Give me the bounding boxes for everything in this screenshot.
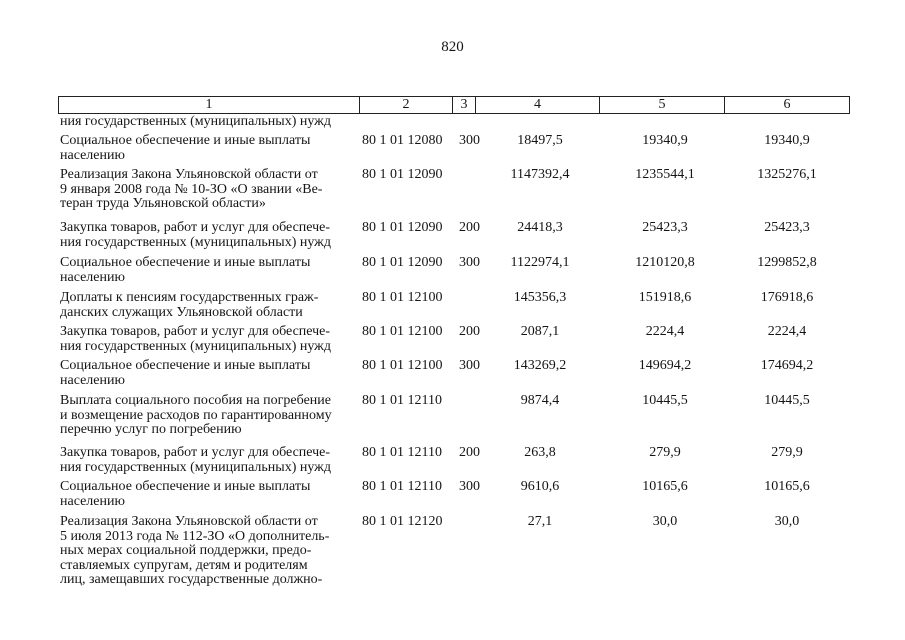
row-value-col6: 10445,5 — [764, 393, 810, 408]
row-code: 80 1 01 12110 — [362, 445, 442, 460]
row-code: 80 1 01 12090 — [362, 255, 443, 270]
row-description: Закупка товаров, работ и услуг для обеспече- ния государственных (муниципальных) нужд — [60, 220, 331, 250]
row-value-col5: 10445,5 — [642, 393, 688, 408]
row-expense-type: 300 — [459, 255, 480, 270]
page-number: 820 — [441, 39, 464, 55]
row-description: Закупка товаров, работ и услуг для обеспече- ния государственных (муниципальных) нужд — [60, 324, 331, 354]
row-value-col4: 1147392,4 — [510, 167, 570, 182]
row-value-col4: 263,8 — [524, 445, 556, 460]
row-value-col6: 279,9 — [771, 445, 803, 460]
row-value-col6: 1299852,8 — [757, 255, 817, 270]
row-value-col6: 176918,6 — [760, 290, 814, 305]
row-value-col5: 30,0 — [652, 514, 678, 529]
header-col-6: 6 — [783, 97, 791, 112]
row-description: Социальное обеспечение и иные выплаты населению — [60, 479, 311, 509]
row-code: 80 1 01 12120 — [362, 514, 443, 529]
row-value-col6: 174694,2 — [760, 358, 814, 373]
row-expense-type: 300 — [459, 133, 480, 148]
row-code: 80 1 01 12100 — [362, 290, 443, 305]
row-value-col6: 30,0 — [774, 514, 800, 529]
row-value-col6: 25423,3 — [764, 220, 810, 235]
row-value-col4: 143269,2 — [513, 358, 567, 373]
header-col-1: 1 — [59, 97, 360, 113]
row-value-col5: 2224,4 — [645, 324, 685, 339]
row-value-col5: 149694,2 — [638, 358, 692, 373]
row-code: 80 1 01 12100 — [362, 324, 443, 339]
row-value-col6: 2224,4 — [767, 324, 807, 339]
row-value-col5: 10165,6 — [642, 479, 688, 494]
row-description: Социальное обеспечение и иные выплаты населению — [60, 358, 311, 388]
row-value-col5: 279,9 — [649, 445, 681, 460]
row-value-col4: 2087,1 — [520, 324, 560, 339]
row-value-col5: 25423,3 — [642, 220, 688, 235]
row-expense-type: 200 — [459, 220, 480, 235]
row-description: ния государственных (муниципальных) нужд — [60, 114, 331, 129]
row-code: 80 1 01 12090 — [362, 167, 443, 182]
header-col-2: 2 — [360, 97, 453, 113]
row-description: Социальное обеспечение и иные выплаты населению — [60, 255, 311, 285]
row-value-col5: 19340,9 — [642, 133, 688, 148]
row-value-col6: 10165,6 — [764, 479, 810, 494]
row-description: Социальное обеспечение и иные выплаты населению — [60, 133, 311, 163]
row-description: Выплата социального пособия на погребение и возмещение расходов по гарантированному перечню услуг по погребению — [60, 393, 332, 437]
row-description: Реализация Закона Ульяновской области от 9 января 2008 года № 10-ЗО «О звании «Ве- теран труда Ульяновской области» — [60, 167, 323, 211]
header-col-3: 3 — [453, 97, 476, 113]
row-expense-type: 200 — [459, 445, 480, 460]
row-description: Доплаты к пенсиям государственных граж- данских служащих Ульяновской области — [60, 290, 319, 320]
row-code: 80 1 01 12080 — [362, 133, 443, 148]
row-value-col4: 27,1 — [527, 514, 553, 529]
row-value-col4: 18497,5 — [517, 133, 563, 148]
row-value-col4: 9874,4 — [520, 393, 560, 408]
row-code: 80 1 01 12110 — [362, 479, 442, 494]
row-expense-type: 300 — [459, 358, 480, 373]
row-code: 80 1 01 12100 — [362, 358, 443, 373]
row-code: 80 1 01 12090 — [362, 220, 443, 235]
header-col-5: 5 — [600, 97, 725, 113]
row-expense-type: 200 — [459, 324, 480, 339]
row-value-col6: 1325276,1 — [757, 167, 817, 182]
row-value-col4: 1122974,1 — [510, 255, 570, 270]
row-value-col5: 1210120,8 — [635, 255, 695, 270]
row-value-col4: 145356,3 — [513, 290, 567, 305]
table-header-row — [58, 96, 850, 114]
row-expense-type: 300 — [459, 479, 480, 494]
row-code: 80 1 01 12110 — [362, 393, 442, 408]
row-value-col5: 151918,6 — [638, 290, 692, 305]
row-value-col4: 24418,3 — [517, 220, 563, 235]
row-value-col5: 1235544,1 — [635, 167, 695, 182]
header-col-4: 4 — [476, 97, 600, 113]
row-description: Закупка товаров, работ и услуг для обеспече- ния государственных (муниципальных) нужд — [60, 445, 331, 475]
row-value-col6: 19340,9 — [764, 133, 810, 148]
row-description: Реализация Закона Ульяновской области от 5 июля 2013 года № 112-ЗО «О дополнитель- ных мерах социальной поддержки, предо- ставляемых супругам, детям и родителям лиц, замещавших государственные должно- — [60, 514, 330, 587]
row-value-col4: 9610,6 — [520, 479, 560, 494]
